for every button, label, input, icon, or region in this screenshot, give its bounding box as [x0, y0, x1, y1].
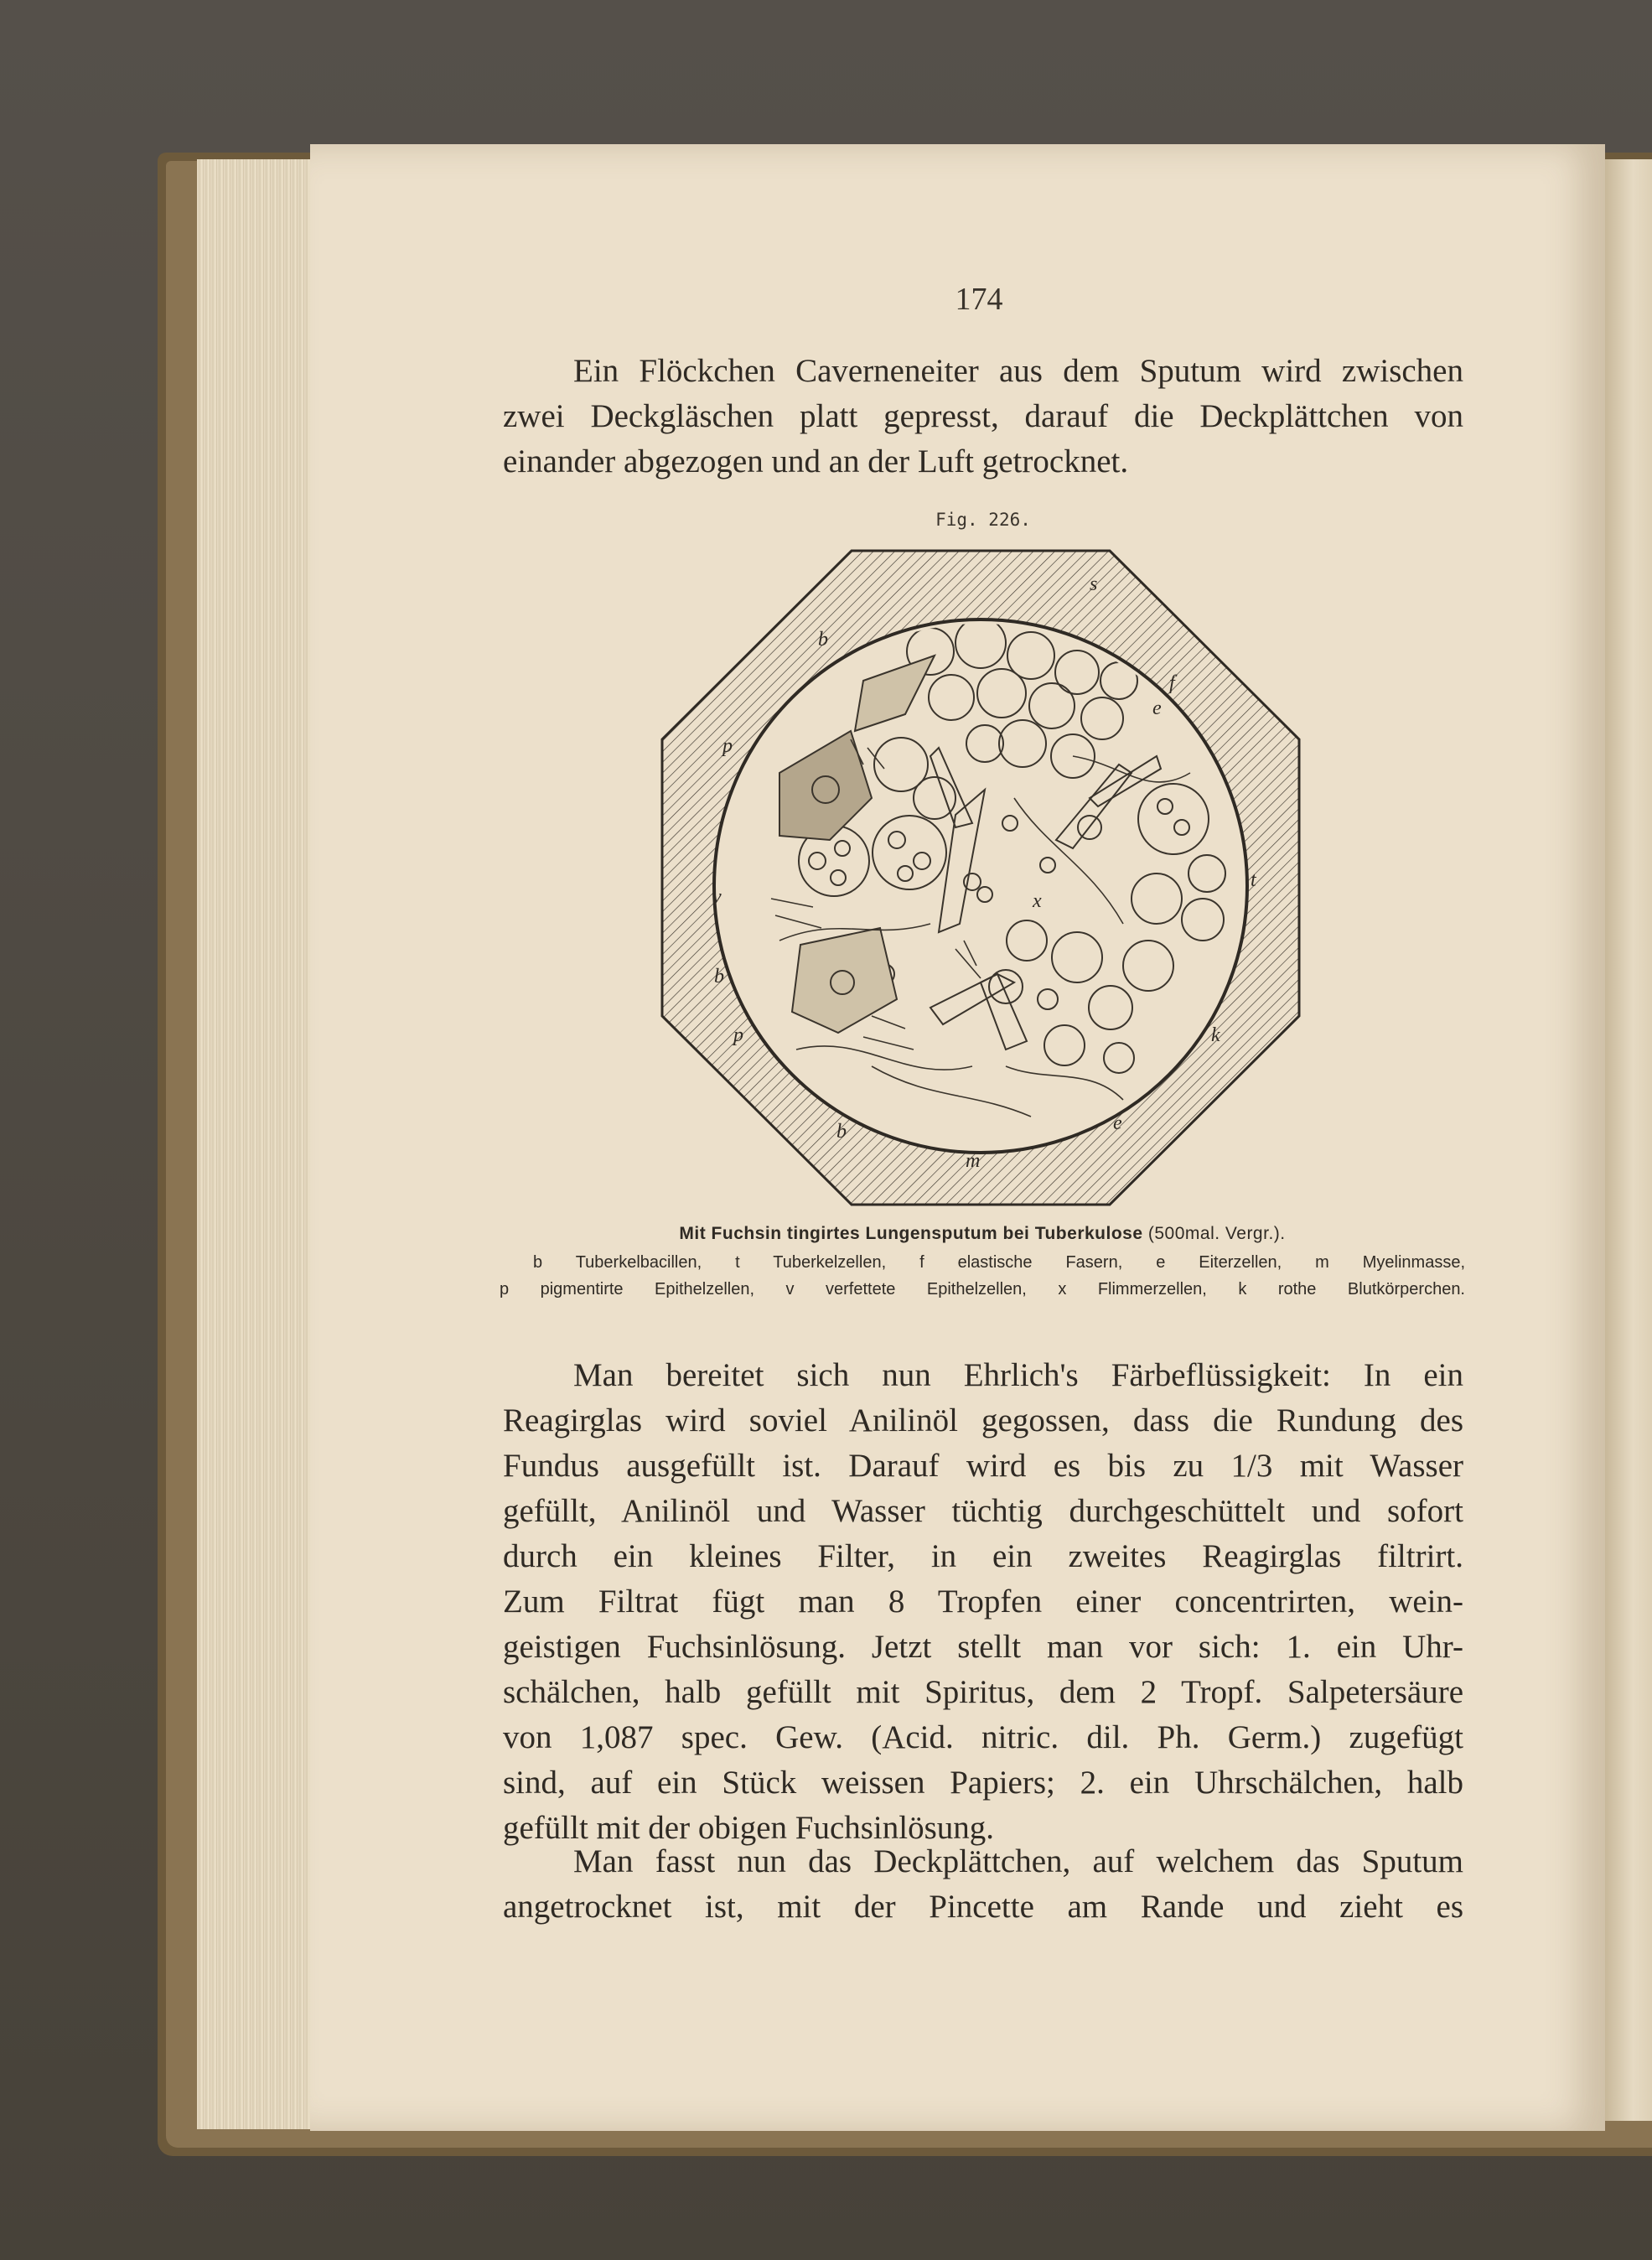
text-line: gefüllt mit der obigen Fuchsinlösung. — [503, 1810, 995, 1846]
text-line: Reagirglas wird soviel Anilinöl gegossen, dass die Rundung des — [503, 1402, 1463, 1438]
text-line: Ein Flöckchen Caverneneiter aus dem Sputum wird zwischen — [573, 353, 1463, 389]
figure-caption — [500, 1224, 1465, 1303]
paragraph-2 — [503, 1353, 1463, 1851]
caption-title-line — [500, 1224, 1465, 1244]
figure-letter: p — [722, 735, 733, 757]
figure-letter: x — [1033, 890, 1042, 912]
figure-letter: v — [712, 886, 722, 908]
text-line: Fundus ausgefüllt ist. Darauf wird es bis zu 1/3 mit Wasser — [503, 1448, 1463, 1484]
sputum-micrograph — [654, 547, 1308, 1209]
text-line: gefüllt, Anilinöl und Wasser tüchtig durchgeschüttelt und sofort — [503, 1493, 1463, 1529]
figure-letter: b — [818, 629, 828, 651]
figure-letter: s — [1090, 573, 1098, 595]
figure-illustration — [654, 547, 1308, 1209]
paragraph-3 — [503, 1839, 1463, 1930]
figure-label: Fig. 226. — [935, 510, 1031, 530]
field-of-view — [714, 619, 1247, 1153]
next-page-edge — [1605, 159, 1652, 2121]
caption-legend-line: p pigmentirte Epithelzellen, v verfettete Epithelzellen, x Flimmerzellen, k rothe Blutkörperchen. — [500, 1280, 1465, 1298]
figure-letter: e — [1152, 697, 1162, 719]
caption-legend-line: b Tuberkelbacillen, t Tuberkelzellen, f elastische Fasern, e Eiterzellen, m Myelinmasse, — [533, 1253, 1465, 1272]
page-number: 174 — [955, 282, 1003, 317]
caption-title: Mit Fuchsin tingirtes Lungensputum bei Tuberkulose — [679, 1224, 1143, 1243]
paragraph-1 — [503, 349, 1463, 485]
text-line: sind, auf ein Stück weissen Papiers; 2. ein Uhrschälchen, halb — [503, 1765, 1463, 1801]
text-line: Man bereitet sich nun Ehrlich's Färbeflüssigkeit: In ein — [573, 1357, 1463, 1393]
figure-letter: f — [1169, 672, 1175, 694]
figure-letter: k — [1211, 1024, 1220, 1046]
figure-letter: e — [1113, 1112, 1122, 1134]
caption-magnification: (500mal. Vergr.). — [1147, 1224, 1286, 1243]
text-line: schälchen, halb gefüllt mit Spiritus, dem 2 Tropf. Salpetersäure — [503, 1674, 1463, 1710]
text-line: einander abgezogen und an der Luft getrocknet. — [503, 443, 1129, 479]
text-line: geistigen Fuchsinlösung. Jetzt stellt man vor sich: 1. ein Uhr- — [503, 1629, 1463, 1665]
figure-letter: b — [836, 1121, 847, 1143]
text-line: durch ein kleines Filter, in ein zweites Reagirglas filtrirt. — [503, 1538, 1463, 1574]
text-line: zwei Deckgläschen platt gepresst, darauf die Deckplättchen von — [503, 398, 1463, 434]
figure-letter: m — [966, 1150, 981, 1172]
text-line: Man fasst nun das Deckplättchen, auf welchem das Sputum — [573, 1843, 1463, 1879]
figure-letter: t — [1251, 869, 1256, 891]
figure-letter: b — [714, 966, 724, 987]
text-line: Zum Filtrat fügt man 8 Tropfen einer concentrirten, wein- — [503, 1584, 1463, 1620]
text-line: angetrocknet ist, mit der Pincette am Rande und zieht es — [503, 1889, 1463, 1925]
page-edges — [197, 159, 310, 2129]
text-line: von 1,087 spec. Gew. (Acid. nitric. dil. Ph. Germ.) zugefügt — [503, 1719, 1463, 1755]
figure-letter: p — [733, 1024, 743, 1046]
